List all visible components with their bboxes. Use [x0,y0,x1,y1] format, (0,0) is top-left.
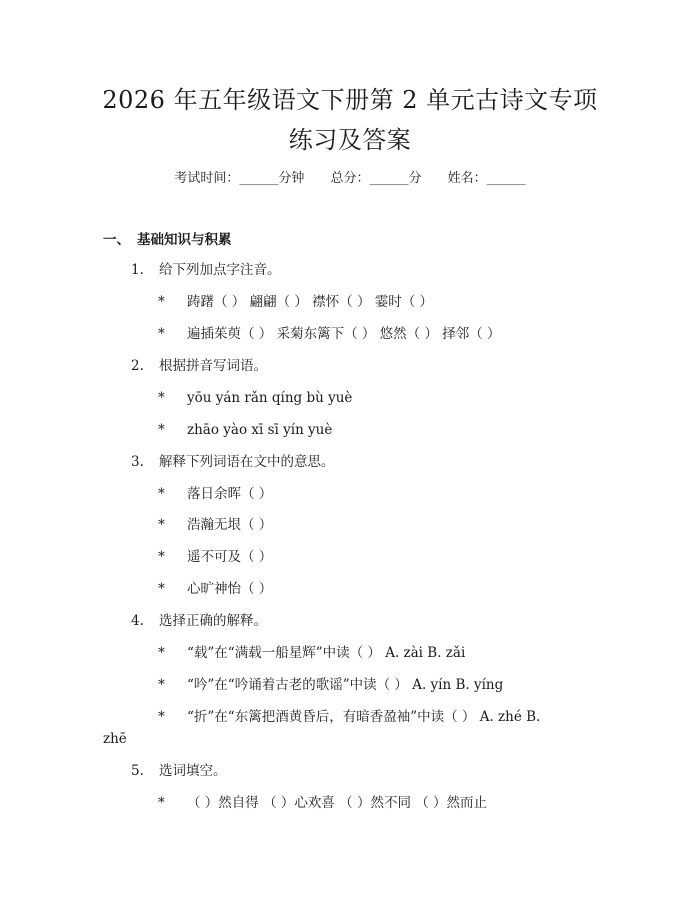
list-item [158,675,503,695]
question-text: 解释下列词语在文中的意思。 [159,454,335,470]
question-3 [131,452,335,472]
bullet-marker: * [158,581,165,597]
section-number: 一、 [103,232,130,248]
item-text: “吟”在“吟诵着古老的歌谣”中读（ ） A. yín B. yíng [187,677,504,693]
item-text: zhāo yào xī sī yín yuè [187,422,333,438]
list-item [158,420,332,440]
question-4 [131,611,267,631]
section-title: 基础知识与积累 [137,232,232,248]
bullet-marker: * [158,486,165,502]
question-text: 给下列加点字注音。 [159,262,281,278]
section-heading [103,228,232,248]
question-1 [131,260,281,280]
list-item [158,547,272,567]
bullet-marker: * [158,517,165,533]
bullet-marker: * [158,326,165,342]
question-5 [131,761,227,781]
exam-info [0,167,700,186]
item-text: 浩瀚无垠（ ） [187,517,273,533]
total-score-field: 总分：______分 [330,171,422,186]
wrapped-text: zhē [103,731,127,747]
list-item [158,643,465,663]
bullet-marker: * [158,549,165,565]
title-line-1: 2026 年五年级语文下册第 2 单元古诗文专项 [102,86,598,114]
bullet-marker: * [158,294,165,310]
list-item [158,793,487,813]
question-2 [131,356,267,376]
item-text: （ ）然自得 （ ）心欢喜 （ ）然不同 （ ）然而止 [187,795,488,811]
list-item [158,484,272,504]
item-text: yōu yán rǎn qíng bù yuè [187,390,353,406]
question-number: 5. [131,763,144,779]
item-text: 遍插茱萸（ ） 采菊东篱下（ ） 悠然（ ） 择邻（ ） [187,326,501,342]
item-text: 落日余晖（ ） [187,486,273,502]
bullet-marker: * [158,422,165,438]
question-number: 3. [131,454,144,470]
bullet-marker: * [158,390,165,406]
bullet-marker: * [158,795,165,811]
list-item [158,324,501,344]
title-line-2: 练习及答案 [288,126,412,154]
bullet-marker: * [158,645,165,661]
question-number: 1. [131,262,144,278]
question-number: 4. [131,613,144,629]
item-text: “载”在“满载一船星辉”中读（ ） A. zài B. zǎi [187,645,466,661]
question-number: 2. [131,358,144,374]
item-text: “折”在“东篱把酒黄昏后，有暗香盈袖”中读（ ） A. zhé B. [187,709,541,725]
question-text: 根据拼音写词语。 [159,358,267,374]
exam-time-field: 考试时间：______分钟 [174,171,305,186]
item-text: 心旷神怡（ ） [187,581,273,597]
document-title [90,80,610,160]
student-name-field: 姓名：______ [447,171,526,186]
item-text: 遥不可及（ ） [187,549,273,565]
list-item [158,515,272,535]
bullet-marker: * [158,677,165,693]
list-item [158,579,272,599]
question-text: 选词填空。 [159,763,227,779]
question-text: 选择正确的解释。 [159,613,267,629]
list-item [158,388,352,408]
list-item [158,707,540,727]
bullet-marker: * [158,709,165,725]
list-item [158,292,433,312]
item-text: 踌躇（ ） 翩翩（ ） 襟怀（ ） 霎时（ ） [187,294,434,310]
